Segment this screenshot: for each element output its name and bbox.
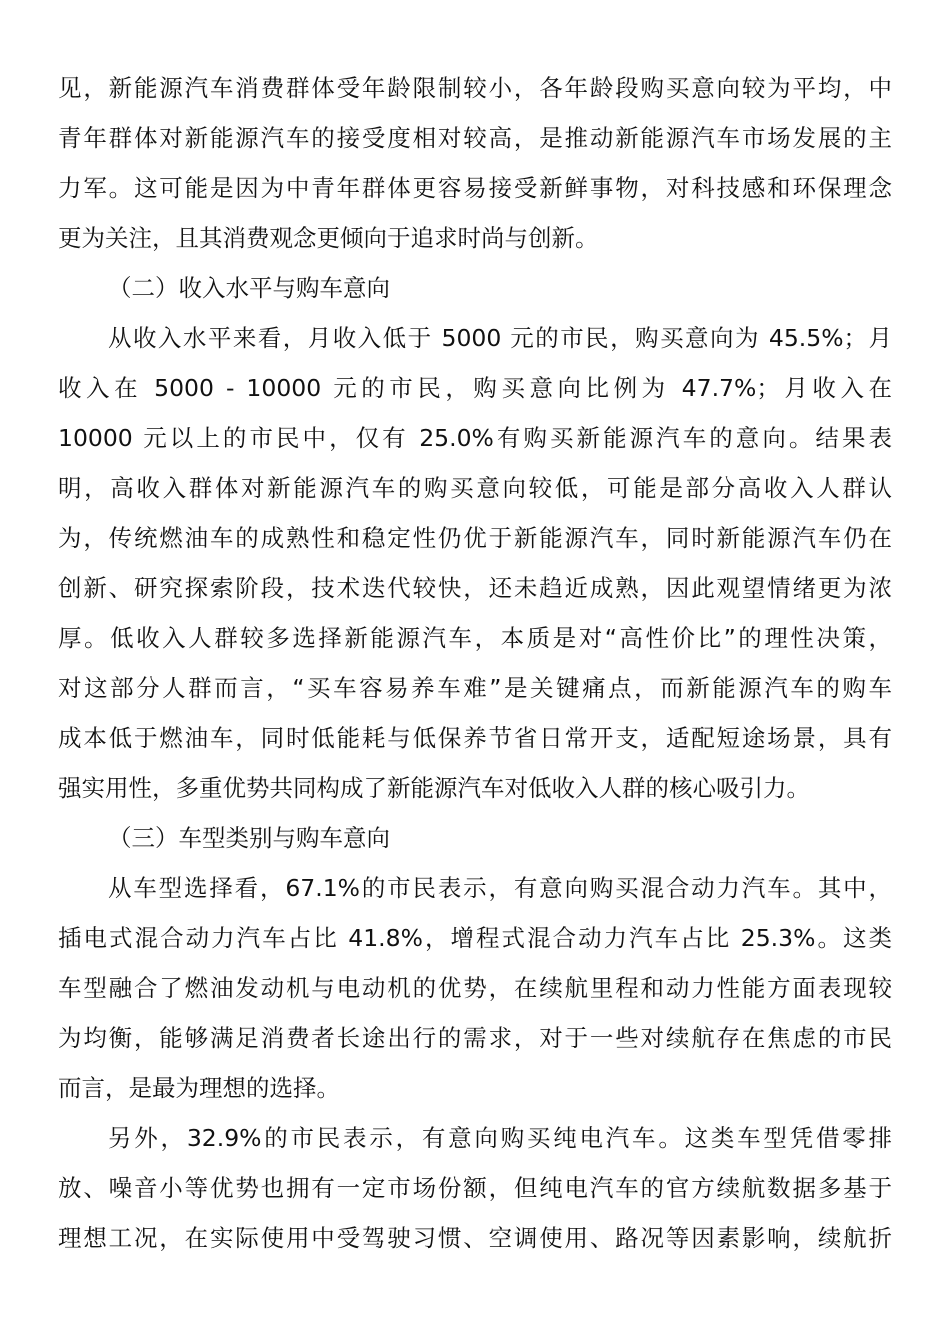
text-line: 从收入水平来看，月收入低于 5000 元的市民，购买意向为 45.5%；月 — [108, 324, 892, 352]
text-line: 对这部分人群而言，“买车容易养车难”是关键痛点，而新能源汽车的购车 — [58, 674, 892, 702]
section-heading-vehicle-type — [58, 813, 892, 863]
paragraph-age-conclusion — [58, 63, 892, 263]
section-heading-income — [58, 263, 892, 313]
text-line: 厚。低收入人群较多选择新能源汽车，本质是对“高性价比”的理性决策， — [58, 624, 892, 652]
text-line: 为均衡，能够满足消费者长途出行的需求，对于一些对续航存在焦虑的市民 — [58, 1024, 892, 1052]
heading-text: （三）车型类别与购车意向 — [108, 824, 390, 852]
text-line: 为，传统燃油车的成熟性和稳定性仍优于新能源汽车，同时新能源汽车仍在 — [58, 524, 892, 552]
text-line: 车型融合了燃油发动机与电动机的优势，在续航里程和动力性能方面表现较 — [58, 974, 892, 1002]
text-line: 放、噪音小等优势也拥有一定市场份额，但纯电汽车的官方续航数据多基于 — [58, 1174, 892, 1202]
text-line: 插电式混合动力汽车占比 41.8%，增程式混合动力汽车占比 25.3%。这类 — [58, 924, 892, 952]
text-line: 从车型选择看，67.1%的市民表示，有意向购买混合动力汽车。其中， — [108, 874, 892, 902]
text-line: 另外，32.9%的市民表示，有意向购买纯电汽车。这类车型凭借零排 — [108, 1124, 892, 1152]
text-line: 10000 元以上的市民中，仅有 25.0%有购买新能源汽车的意向。结果表 — [58, 424, 892, 452]
text-line: 创新、研究探索阶段，技术迭代较快，还未趋近成熟，因此观望情绪更为浓 — [58, 574, 892, 602]
text-line: 青年群体对新能源汽车的接受度相对较高，是推动新能源汽车市场发展的主 — [58, 124, 892, 152]
text-line: 明，高收入群体对新能源汽车的购买意向较低，可能是部分高收入人群认 — [58, 474, 892, 502]
paragraph-pure-electric — [58, 1113, 892, 1263]
text-line: 更为关注，且其消费观念更倾向于追求时尚与创新。 — [58, 224, 599, 252]
text-line: 成本低于燃油车，同时低能耗与低保养节省日常开支，适配短途场景，具有 — [58, 724, 892, 752]
document-page — [58, 63, 892, 1263]
text-line: 见，新能源汽车消费群体受年龄限制较小，各年龄段购买意向较为平均，中 — [58, 74, 892, 102]
paragraph-hybrid — [58, 863, 892, 1113]
text-line: 而言，是最为理想的选择。 — [58, 1074, 340, 1102]
text-line: 理想工况，在实际使用中受驾驶习惯、空调使用、路况等因素影响，续航折 — [58, 1224, 892, 1252]
text-line: 力军。这可能是因为中青年群体更容易接受新鲜事物，对科技感和环保理念 — [58, 174, 892, 202]
heading-text: （二）收入水平与购车意向 — [108, 274, 390, 302]
paragraph-income — [58, 313, 892, 813]
text-line: 收入在 5000 - 10000 元的市民，购买意向比例为 47.7%；月收入在 — [58, 374, 892, 402]
text-line: 强实用性，多重优势共同构成了新能源汽车对低收入人群的核心吸引力。 — [58, 774, 810, 802]
